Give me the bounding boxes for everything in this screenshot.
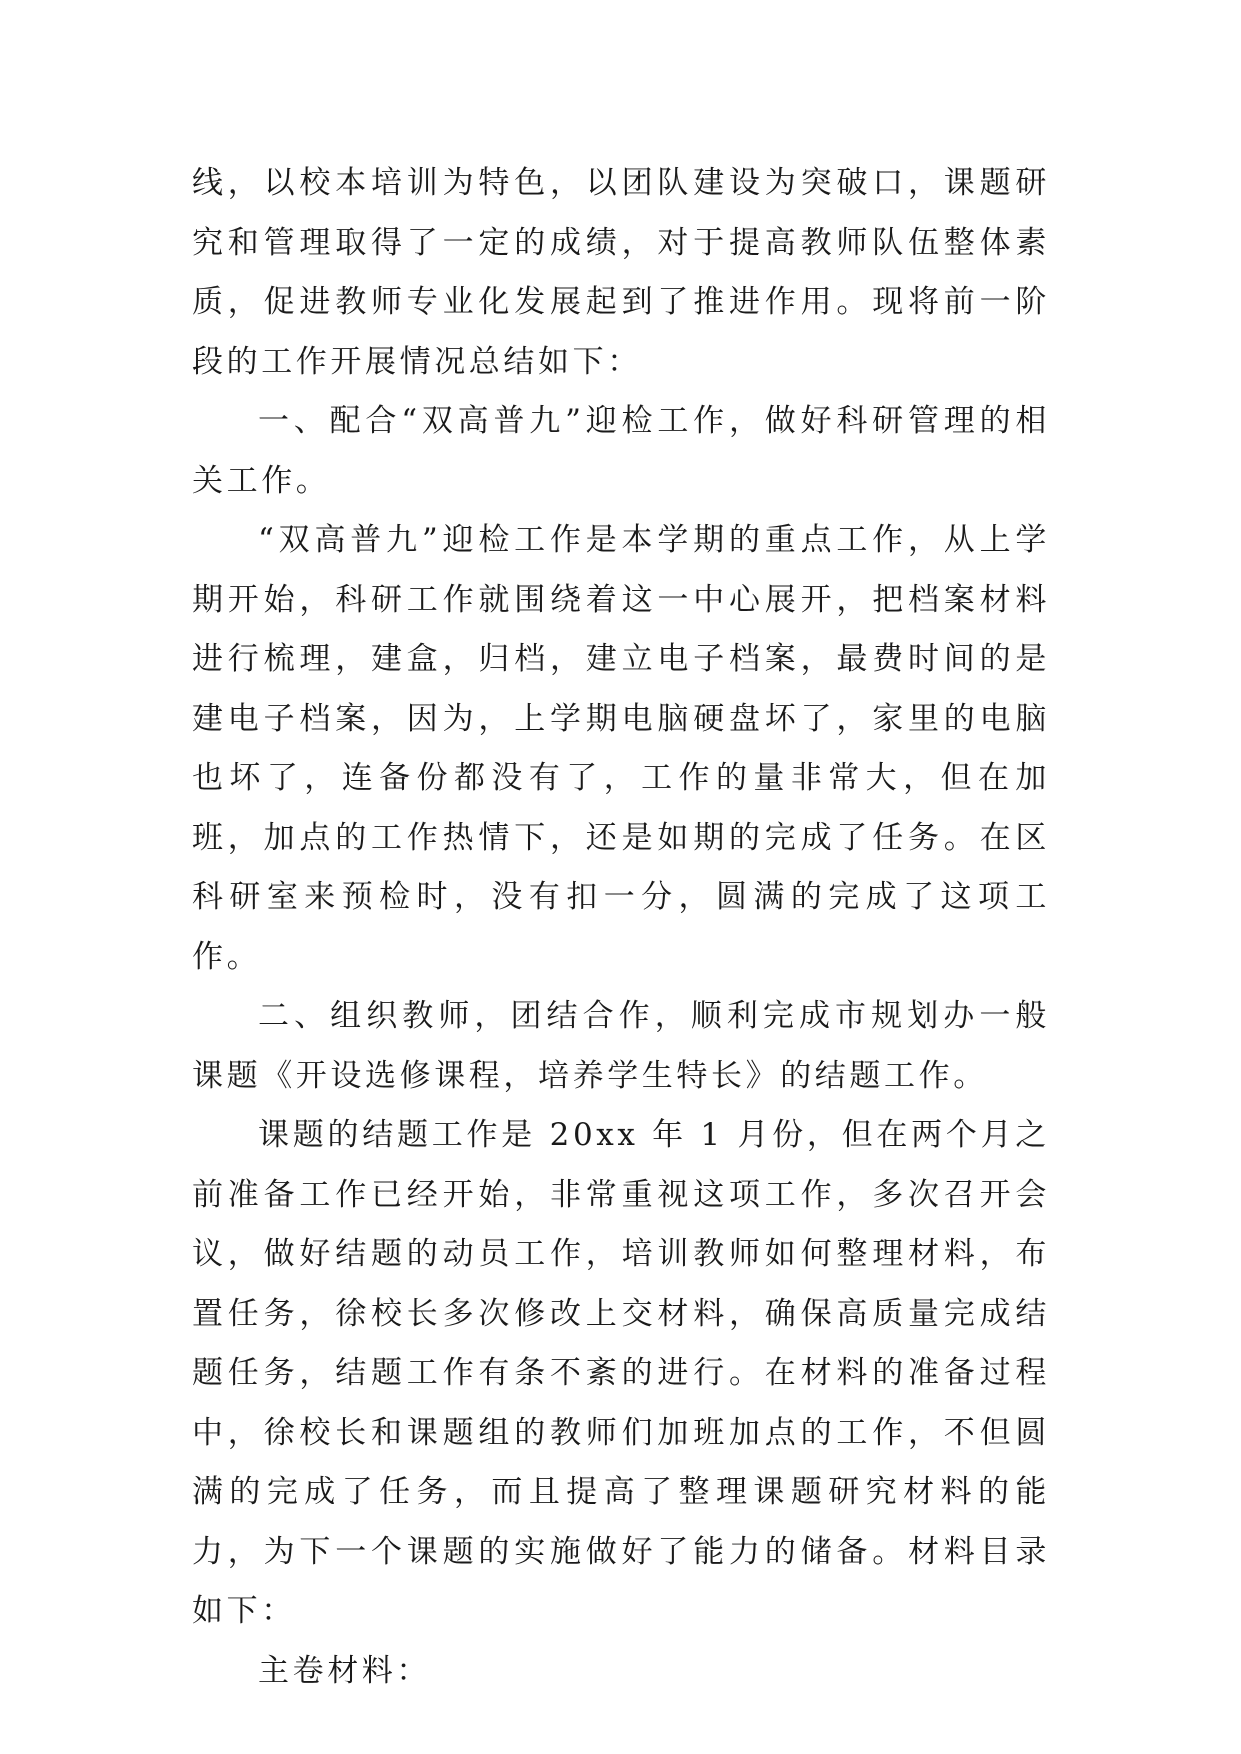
paragraph-main-materials: 主卷材料： — [258, 1652, 431, 1689]
section-heading-1: 一、配合“双高普九”迎检工作，做好科研管理的相关工作。 — [192, 403, 1050, 499]
paragraph-continued-intro: 线，以校本培训为特色，以团队建设为突破口，课题研究和管理取得了一定的成绩，对于提高教师队伍整体素质，促进教师专业化发展起到了推进作用。现将前一阶段的工作开展情况总结如下： — [192, 165, 1050, 380]
paragraph-project-conclusion: 课题的结题工作是 20xx 年 1 月份，但在两个月之前准备工作已经开始，非常重视这项工作，多次召开会议，做好结题的动员工作，培训教师如何整理材料，布置任务，徐校长多次修改上交材料，确保高质量完成结题任务，结题工作有条不紊的进行。在材料的准备过程中，徐校长和课题组的教师们加班加点的工作，不但圆满的完成了任务，而且提高了整理课题研究材料的能力，为下一个课题的实施做好了能力的储备。材料目录如下： — [192, 1117, 1050, 1629]
paragraph-inspection-work: “双高普九”迎检工作是本学期的重点工作，从上学期开始，科研工作就围绕着这一中心展开，把档案材料进行梳理，建盒，归档，建立电子档案，最费时间的是建电子档案，因为，上学期电脑硬盘坏了，家里的电脑也坏了，连备份都没有了，工作的量非常大，但在加班，加点的工作热情下，还是如期的完成了任务。在区科研室来预检时，没有扣一分，圆满的完成了这项工作。 — [192, 522, 1050, 975]
document-body — [192, 154, 1050, 1701]
section-heading-2: 二、组织教师，团结合作，顺利完成市规划办一般课题《开设选修课程，培养学生特长》的结题工作。 — [192, 998, 1050, 1094]
